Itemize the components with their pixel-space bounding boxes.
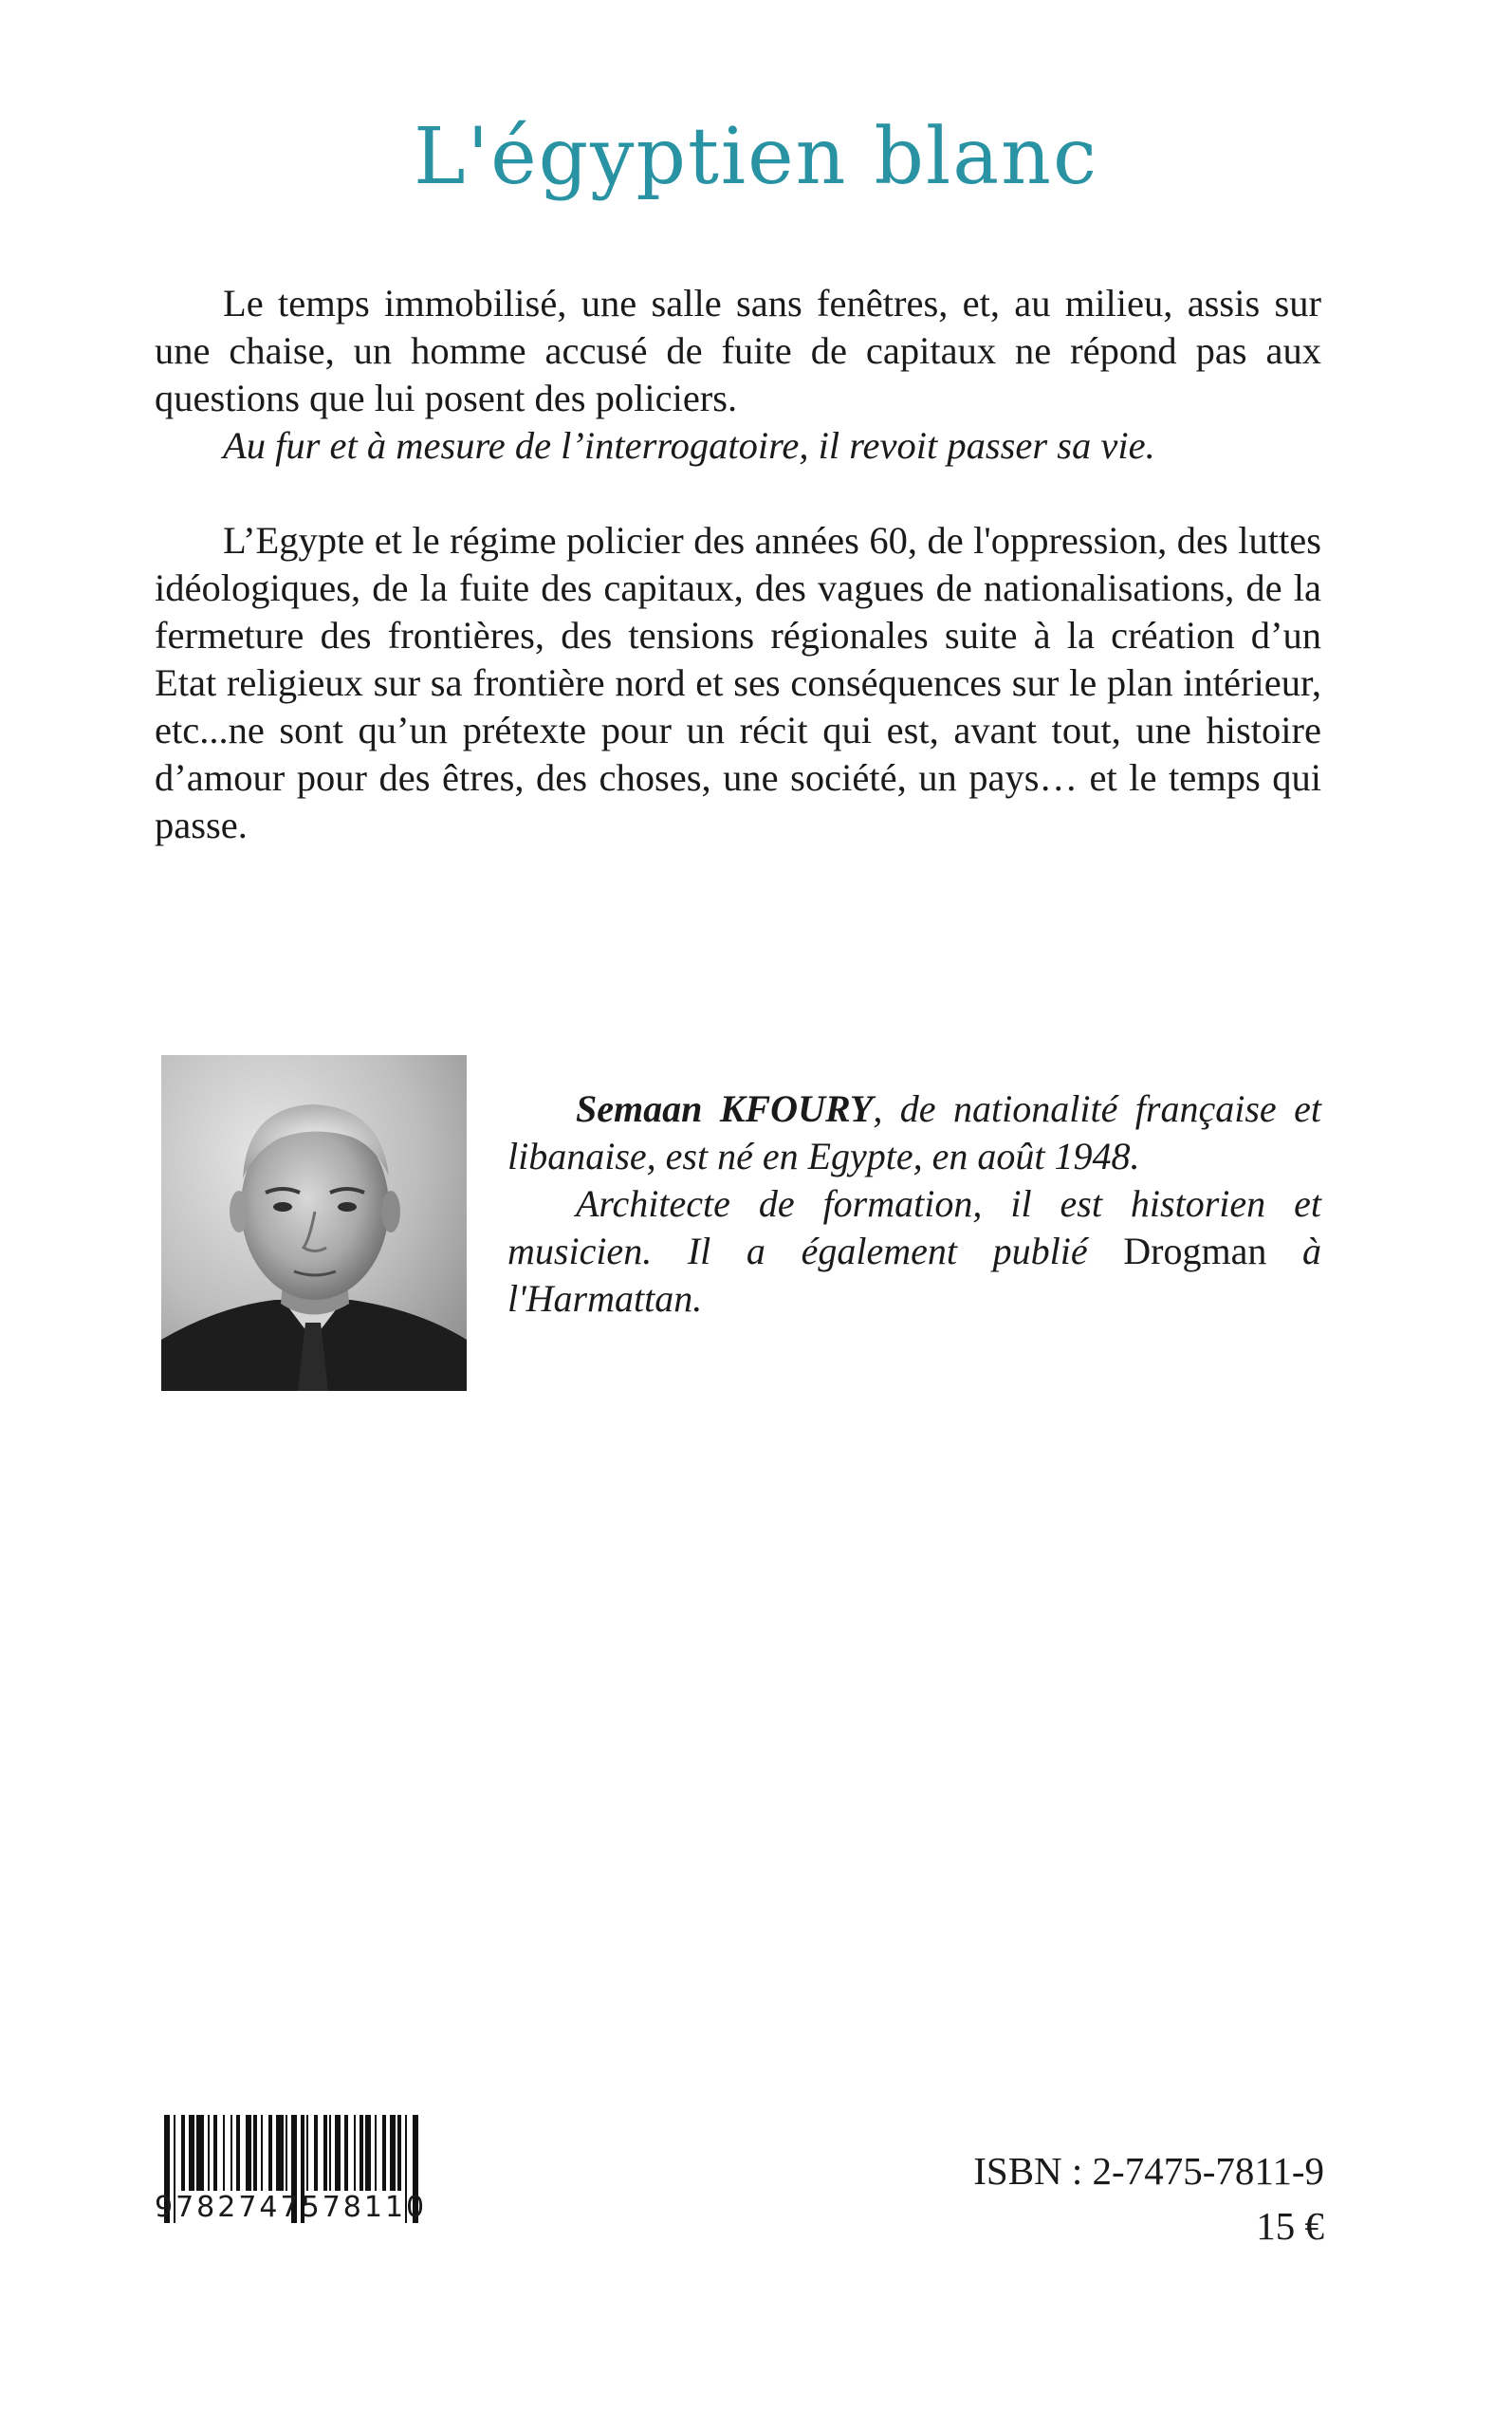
synopsis-italic-text: Au fur et à mesure de l’interrogatoire, il revoit passer sa vie. [223, 424, 1155, 467]
barcode-bar [253, 2115, 257, 2191]
other-book-title: Drogman [1123, 1230, 1267, 1272]
barcode-bar [246, 2115, 251, 2191]
barcode-bar [329, 2115, 331, 2191]
barcode-bar [344, 2115, 348, 2191]
author-bio [507, 1085, 1321, 1323]
author-photo [161, 1055, 467, 1391]
author-bio-paragraph-2 [507, 1180, 1321, 1323]
synopsis-text-2: L’Egypte et le régime policier des années 60, de l'oppression, des luttes idéologiques, de la fuite des capitaux, des vagues de nationalisations, de la fermeture des frontières, des tensions régionales suite à la création d’un Etat religieux sur sa frontière nord et ses conséquences sur le plan intérieur, etc...ne sont qu’un prétexte pour un récit qui est, avant tout, une histoire d’amour pour des êtres, des choses, une société, un pays… et le temps qui passe. [155, 519, 1321, 846]
author-bio-paragraph-1 [507, 1085, 1321, 1180]
synopsis-paragraph-2 [155, 517, 1321, 849]
book-title: L'égyptien blanc [414, 112, 1098, 202]
barcode-bar [286, 2115, 287, 2191]
barcode [155, 2115, 502, 2257]
barcode-bar [365, 2115, 371, 2191]
barcode-bar [360, 2115, 363, 2191]
barcode-bar [375, 2115, 377, 2191]
synopsis-text-1: Le temps immobilisé, une salle sans fenêtres, et, au milieu, assis sur une chaise, un homme accusé de fuite de capitaux ne répond pas aux questions que lui posent des policiers. [155, 282, 1321, 419]
barcode-bar [223, 2115, 225, 2191]
synopsis-paragraph-1 [155, 280, 1321, 422]
barcode-bar [382, 2115, 386, 2191]
barcode-bar [323, 2115, 327, 2191]
barcode-bar [261, 2115, 263, 2191]
barcode-bar [213, 2115, 217, 2191]
price: 15 € [1256, 2204, 1324, 2248]
barcode-bar [196, 2115, 204, 2191]
barcode-bar [276, 2115, 284, 2191]
barcode-bar [390, 2115, 396, 2191]
barcode-bar [236, 2115, 240, 2191]
synopsis-italic-line [155, 422, 1321, 470]
author-bio-text-3: à l'Harmattan. [507, 1230, 1321, 1320]
synopsis [155, 280, 1321, 849]
author-bio-text-2: Architecte de formation, il est historien et musicien. Il a également publié [507, 1182, 1321, 1272]
author-portrait-image [161, 1055, 467, 1391]
barcode-digits: 9782747578110 [155, 2191, 428, 2224]
barcode-bar [230, 2115, 232, 2191]
barcode-bar [181, 2115, 185, 2191]
barcode-bar [306, 2115, 308, 2191]
barcode-bar [354, 2115, 356, 2191]
isbn-number: ISBN : 2-7475-7811-9 [973, 2149, 1324, 2193]
barcode-bar [268, 2115, 272, 2191]
author-name: Semaan KFOURY [576, 1087, 874, 1130]
barcode-bar [208, 2115, 210, 2191]
author-bio-text-1: , de nationalité française et libanaise, est né en Egypte, en août 1948. [507, 1087, 1321, 1177]
barcode-bar [397, 2115, 401, 2191]
barcode-bar [314, 2115, 318, 2191]
barcode-bar [335, 2115, 341, 2191]
barcode-bar [189, 2115, 194, 2191]
